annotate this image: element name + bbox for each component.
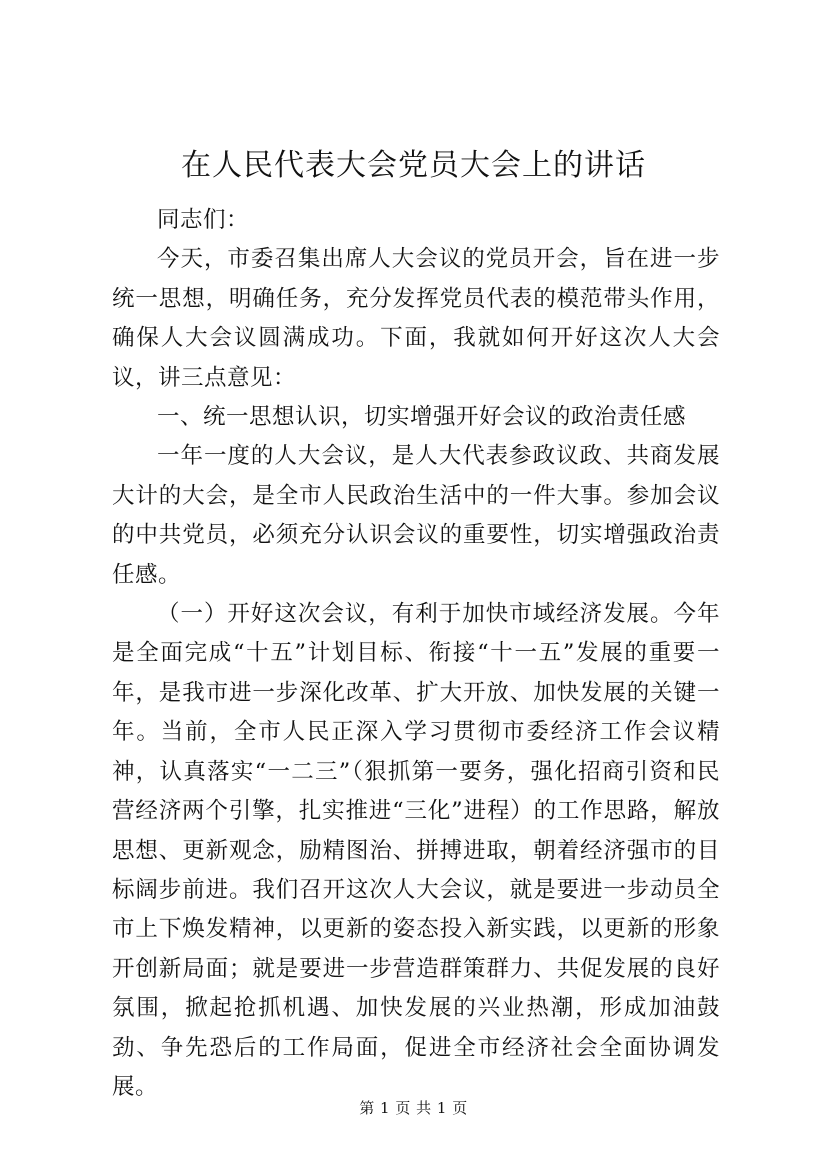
page-footer: 第 1 页 共 1 页 <box>359 1099 468 1117</box>
page-title: 在人民代表大会党员大会上的讲话 <box>181 148 646 183</box>
intro-paragraph: 今天，市委召集出席人大会议的党员开会，旨在进一步统一思想，明确任务，充分发挥党员代表的模范带头作用，确保人大会议圆满成功。下面，我就如何开好这次人大会议，讲三点意见： <box>112 246 720 391</box>
salutation-paragraph: 同志们： <box>157 207 250 233</box>
section-heading: 一、统一思想认识，切实增强开好会议的政治责任感 <box>157 404 687 431</box>
document-body <box>112 201 720 1107</box>
body-paragraph: 一年一度的人大会议，是人大代表参政议政、共商发展大计的大会，是全市人民政治生活中的一件大事。参加会议的中共党员，必须充分认识会议的重要性，切实增强政治责任感。 <box>112 443 720 588</box>
body-paragraph: （一）开好这次会议，有利于加快市域经济发展。今年是全面完成“十五”计划目标、衔接“十一五”发展的重要一年，是我市进一步深化改革、扩大开放、加快发展的关键一年。当前，全市人民正深入学习贯彻市委经济工作会议精神，认真落实“一二三”（狠抓第一要务，强化招商引资和民营经济两个引擎，扎实推进“三化”进程）的工作思路，解放思想、更新观念，励精图治、拼搏进取，朝着经济强市的目标阔步前进。我们召开这次人大会议，就是要进一步动员全市上下焕发精神，以更新的姿态投入新实践，以更新的形象开创新局面；就是要进一步营造群策群力、共促发展的良好氛围，掀起抢抓机遇、加快发展的兴业热潮，形成加油鼓劲、争先恐后的工作局面，促进全市经济社会全面协调发展。 <box>112 601 720 1100</box>
